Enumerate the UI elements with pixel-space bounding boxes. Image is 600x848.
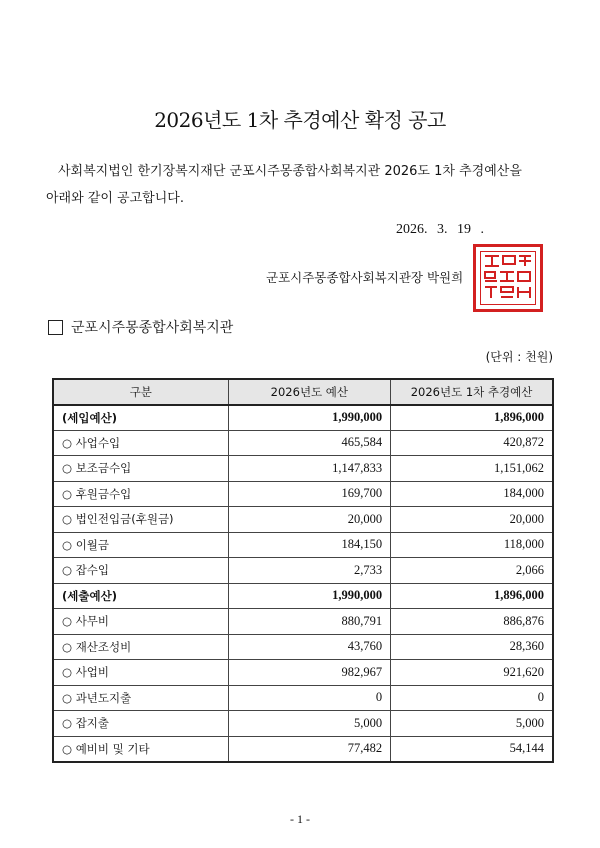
table-row [53, 456, 553, 482]
table-body [53, 405, 553, 762]
row-budget-cell: 77,482 [228, 736, 390, 762]
row-revised-cell: 1,896,000 [391, 583, 553, 609]
row-category-cell: ○ 재산조성비 [53, 634, 228, 660]
seal-glyphs-icon [476, 247, 540, 309]
table-header-row [53, 379, 553, 405]
row-category-cell: ○ 과년도지출 [53, 685, 228, 711]
intro-line-1: 사회복지법인 한기장복지재단 군포시주몽종합사회복지관 2026도 1차 추경예산을 [58, 164, 522, 179]
row-budget-cell: 5,000 [228, 711, 390, 737]
table-row [53, 711, 553, 737]
row-category-cell: ○ 잡지출 [53, 711, 228, 737]
row-revised-cell: 5,000 [391, 711, 553, 737]
page-number: - 1 - [290, 812, 310, 826]
column-header-budget: 2026년도 예산 [228, 379, 390, 405]
intro-line-2: 아래와 같이 공고합니다. [46, 191, 184, 206]
table-row [53, 660, 553, 686]
table-row [53, 736, 553, 762]
table-subtotal-row [53, 405, 553, 431]
row-revised-cell: 184,000 [391, 481, 553, 507]
row-category-cell: ○ 예비비 및 기타 [53, 736, 228, 762]
table-row [53, 609, 553, 635]
column-header-revised: 2026년도 1차 추경예산 [391, 379, 553, 405]
unit-label: (단위 : 천원) [485, 350, 553, 364]
table-row [53, 507, 553, 533]
row-revised-cell: 886,876 [391, 609, 553, 635]
announcement-date: 2026. 3. 19 . [396, 222, 484, 237]
table-row [53, 481, 553, 507]
row-category-cell: (세입예산) [53, 405, 228, 431]
section-heading [48, 317, 233, 337]
row-revised-cell: 2,066 [391, 558, 553, 584]
row-budget-cell: 982,967 [228, 660, 390, 686]
row-category-cell: ○ 사무비 [53, 609, 228, 635]
row-budget-cell: 20,000 [228, 507, 390, 533]
column-header-category: 구분 [53, 379, 228, 405]
row-revised-cell: 28,360 [391, 634, 553, 660]
row-revised-cell: 1,151,062 [391, 456, 553, 482]
document-title: 2026년도 1차 추경예산 확정 공고 [154, 108, 446, 132]
row-revised-cell: 420,872 [391, 430, 553, 456]
row-category-cell: ○ 잡수입 [53, 558, 228, 584]
row-budget-cell: 2,733 [228, 558, 390, 584]
signer-name: 군포시주몽종합사회복지관장 박원희 [266, 270, 464, 285]
row-revised-cell: 118,000 [391, 532, 553, 558]
table-row [53, 685, 553, 711]
row-budget-cell: 184,150 [228, 532, 390, 558]
row-budget-cell: 880,791 [228, 609, 390, 635]
row-revised-cell: 921,620 [391, 660, 553, 686]
intro-paragraph [46, 158, 566, 212]
row-budget-cell: 1,990,000 [228, 583, 390, 609]
checkbox-square-icon [48, 320, 63, 335]
row-budget-cell: 465,584 [228, 430, 390, 456]
section-title: 군포시주몽종합사회복지관 [71, 320, 234, 336]
table-row [53, 634, 553, 660]
budget-table [52, 378, 554, 763]
official-seal [473, 244, 543, 312]
table-row [53, 430, 553, 456]
row-category-cell: ○ 사업수입 [53, 430, 228, 456]
table-row [53, 532, 553, 558]
row-category-cell: (세출예산) [53, 583, 228, 609]
row-revised-cell: 1,896,000 [391, 405, 553, 431]
row-category-cell: ○ 보조금수입 [53, 456, 228, 482]
row-category-cell: ○ 법인전입금(후원금) [53, 507, 228, 533]
row-budget-cell: 1,147,833 [228, 456, 390, 482]
row-revised-cell: 20,000 [391, 507, 553, 533]
row-budget-cell: 43,760 [228, 634, 390, 660]
row-revised-cell: 0 [391, 685, 553, 711]
table-row [53, 558, 553, 584]
row-budget-cell: 0 [228, 685, 390, 711]
row-category-cell: ○ 사업비 [53, 660, 228, 686]
row-budget-cell: 1,990,000 [228, 405, 390, 431]
row-revised-cell: 54,144 [391, 736, 553, 762]
row-budget-cell: 169,700 [228, 481, 390, 507]
table-subtotal-row [53, 583, 553, 609]
row-category-cell: ○ 후원금수입 [53, 481, 228, 507]
row-category-cell: ○ 이월금 [53, 532, 228, 558]
